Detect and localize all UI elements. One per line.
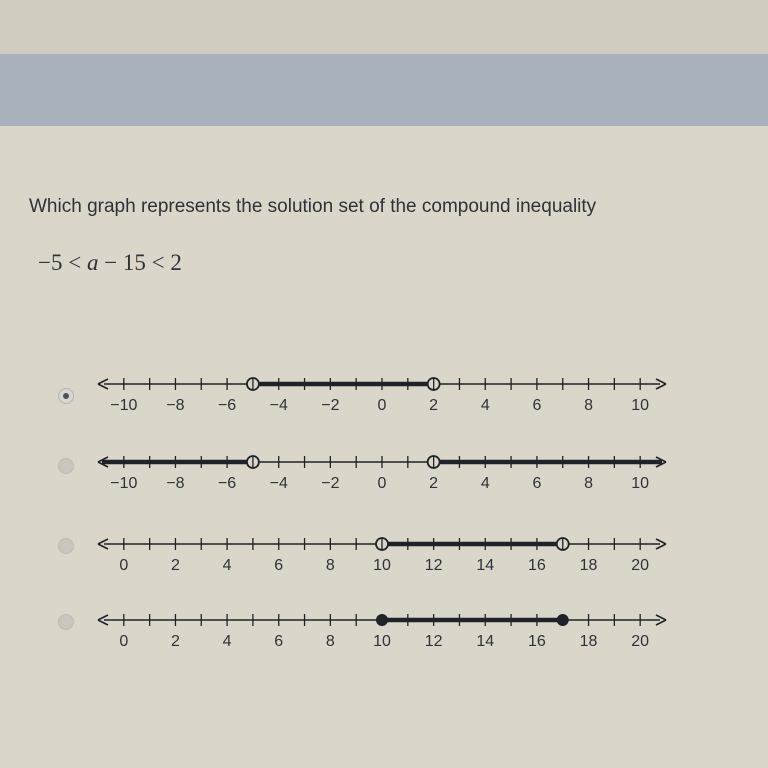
tick-label: 0: [377, 475, 387, 492]
tick-label: 4: [480, 397, 490, 414]
answer-choice-3[interactable]: [0, 530, 768, 600]
radio-button[interactable]: [58, 388, 74, 404]
inequality-right: − 15 < 2: [98, 250, 182, 275]
number-line-1: [90, 370, 690, 430]
tick-label: 6: [532, 475, 542, 492]
tick-label: 16: [528, 633, 546, 650]
inequality-variable: a: [86, 250, 99, 275]
tick-label: −8: [166, 397, 185, 414]
radio-button[interactable]: [58, 458, 74, 474]
answer-choice-2[interactable]: [0, 448, 768, 518]
tick-label: 20: [631, 557, 650, 574]
tick-label: −2: [321, 475, 340, 492]
tick-label: −6: [217, 397, 237, 414]
tick-label: 20: [631, 633, 650, 650]
tick-label: 6: [274, 557, 284, 574]
closed-endpoint: [557, 615, 568, 626]
tick-label: 6: [274, 633, 284, 650]
question-text: Which graph represents the solution set of the compound inequality: [29, 196, 597, 217]
tick-label: −8: [166, 475, 185, 492]
tick-label: 0: [119, 633, 129, 650]
radio-button[interactable]: [58, 614, 74, 630]
tick-label: 8: [325, 557, 335, 574]
tick-label: −10: [110, 475, 138, 492]
tick-label: 14: [476, 557, 495, 574]
tick-label: 0: [119, 557, 129, 574]
answer-choice-1[interactable]: [0, 370, 768, 440]
header-banner: [0, 54, 768, 126]
tick-label: 10: [631, 475, 650, 492]
tick-label: 6: [532, 397, 542, 414]
tick-label: −4: [269, 397, 288, 414]
tick-label: −6: [217, 475, 237, 492]
number-line-4: [90, 606, 690, 666]
tick-label: 14: [476, 633, 495, 650]
tick-label: 10: [373, 633, 391, 650]
tick-label: 18: [579, 557, 598, 574]
inequality-left: −5 <: [38, 250, 87, 275]
tick-label: 8: [584, 475, 593, 492]
radio-button[interactable]: [58, 538, 74, 554]
answer-choice-4[interactable]: [0, 606, 768, 676]
tick-label: 2: [171, 557, 180, 574]
tick-label: −2: [321, 397, 340, 414]
tick-label: −10: [110, 397, 138, 414]
tick-label: 4: [222, 557, 232, 574]
tick-label: 2: [429, 475, 439, 492]
tick-label: 2: [171, 633, 180, 650]
closed-endpoint: [377, 615, 388, 626]
compound-inequality: [38, 250, 182, 276]
tick-label: 4: [480, 475, 490, 492]
tick-label: 0: [377, 397, 387, 414]
tick-label: 4: [222, 633, 232, 650]
tick-label: −4: [269, 475, 288, 492]
number-line-3: [90, 530, 690, 590]
tick-label: 8: [325, 633, 335, 650]
tick-label: 10: [631, 397, 650, 414]
tick-label: 12: [424, 557, 443, 574]
tick-label: 8: [584, 397, 593, 414]
tick-label: 10: [373, 557, 391, 574]
tick-label: 2: [429, 397, 439, 414]
tick-label: 12: [424, 633, 443, 650]
tick-label: 16: [528, 557, 546, 574]
tick-label: 18: [579, 633, 598, 650]
top-strip: [0, 0, 768, 54]
number-line-2: [90, 448, 690, 508]
